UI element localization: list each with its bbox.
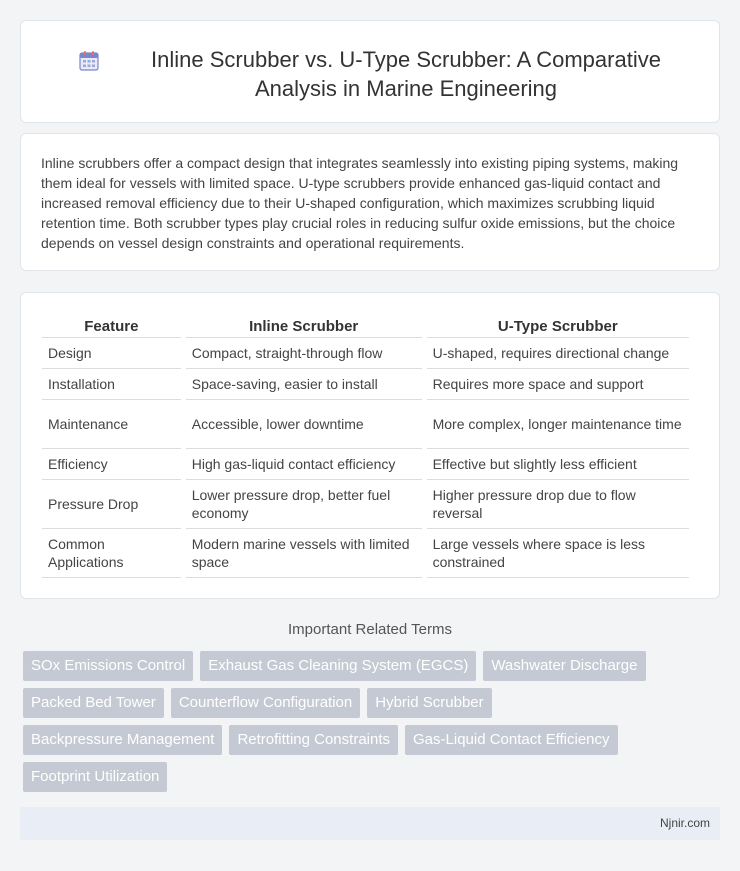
table-row [42,369,689,400]
inline-cell: High gas-liquid contact efficiency [186,449,422,480]
term-tag[interactable]: Packed Bed Tower [23,688,164,718]
term-tag[interactable]: SOx Emissions Control [23,651,193,681]
utype-cell: Higher pressure drop due to flow reversal [427,480,689,529]
utype-cell: More complex, longer maintenance time [427,400,689,449]
feature-cell: Pressure Drop [42,480,181,529]
header-inline: Inline Scrubber [186,315,422,338]
footer-site[interactable]: Njnir.com [659,816,710,830]
related-terms-list [23,651,683,792]
header-utype: U-Type Scrubber [427,315,689,338]
inline-cell: Compact, straight-through flow [186,338,422,369]
table-header-row [42,315,689,338]
comparison-card [20,292,720,599]
term-tag[interactable]: Hybrid Scrubber [367,688,491,718]
inline-cell: Lower pressure drop, better fuel economy [186,480,422,529]
term-tag[interactable]: Footprint Utilization [23,762,167,792]
feature-cell: Common Applications [42,529,181,578]
footer [20,807,720,840]
term-tag[interactable]: Washwater Discharge [483,651,645,681]
utype-cell: Large vessels where space is less constrained [427,529,689,578]
related-terms-heading: Important Related Terms [288,621,452,638]
table-row [42,449,689,480]
intro-card [20,133,720,271]
header-feature: Feature [42,315,181,338]
inline-cell: Modern marine vessels with limited space [186,529,422,578]
feature-cell: Installation [42,369,181,400]
utype-cell: Effective but slightly less efficient [427,449,689,480]
table-row [42,338,689,369]
utype-cell: Requires more space and support [427,369,689,400]
page-title: Inline Scrubber vs. U-Type Scrubber: A Comparative Analysis in Marine Engineering [151,47,661,101]
feature-cell: Efficiency [42,449,181,480]
feature-cell: Maintenance [42,400,181,449]
table-row [42,529,689,578]
feature-cell: Design [42,338,181,369]
inline-cell: Accessible, lower downtime [186,400,422,449]
table-row [42,480,689,529]
term-tag[interactable]: Exhaust Gas Cleaning System (EGCS) [200,651,476,681]
term-tag[interactable]: Backpressure Management [23,725,222,755]
term-tag[interactable]: Retrofitting Constraints [229,725,398,755]
table-row [42,400,689,449]
inline-cell: Space-saving, easier to install [186,369,422,400]
intro-paragraph: Inline scrubbers offer a compact design that integrates seamlessly into existing piping systems, making them ideal for vessels with limited space. U-type scrubbers provide enhanced gas-liquid contact and increased removal efficiency due to their U-shaped configuration, which maximizes scrubbing liquid retention time. Both scrubber types play crucial roles in reducing sulfur oxide emissions, but the choice depends on vessel design constraints and operational requirements. [41,155,679,251]
comparison-table [37,315,694,578]
utype-cell: U-shaped, requires directional change [427,338,689,369]
title-card [20,20,720,123]
term-tag[interactable]: Gas-Liquid Contact Efficiency [405,725,618,755]
term-tag[interactable]: Counterflow Configuration [171,688,360,718]
